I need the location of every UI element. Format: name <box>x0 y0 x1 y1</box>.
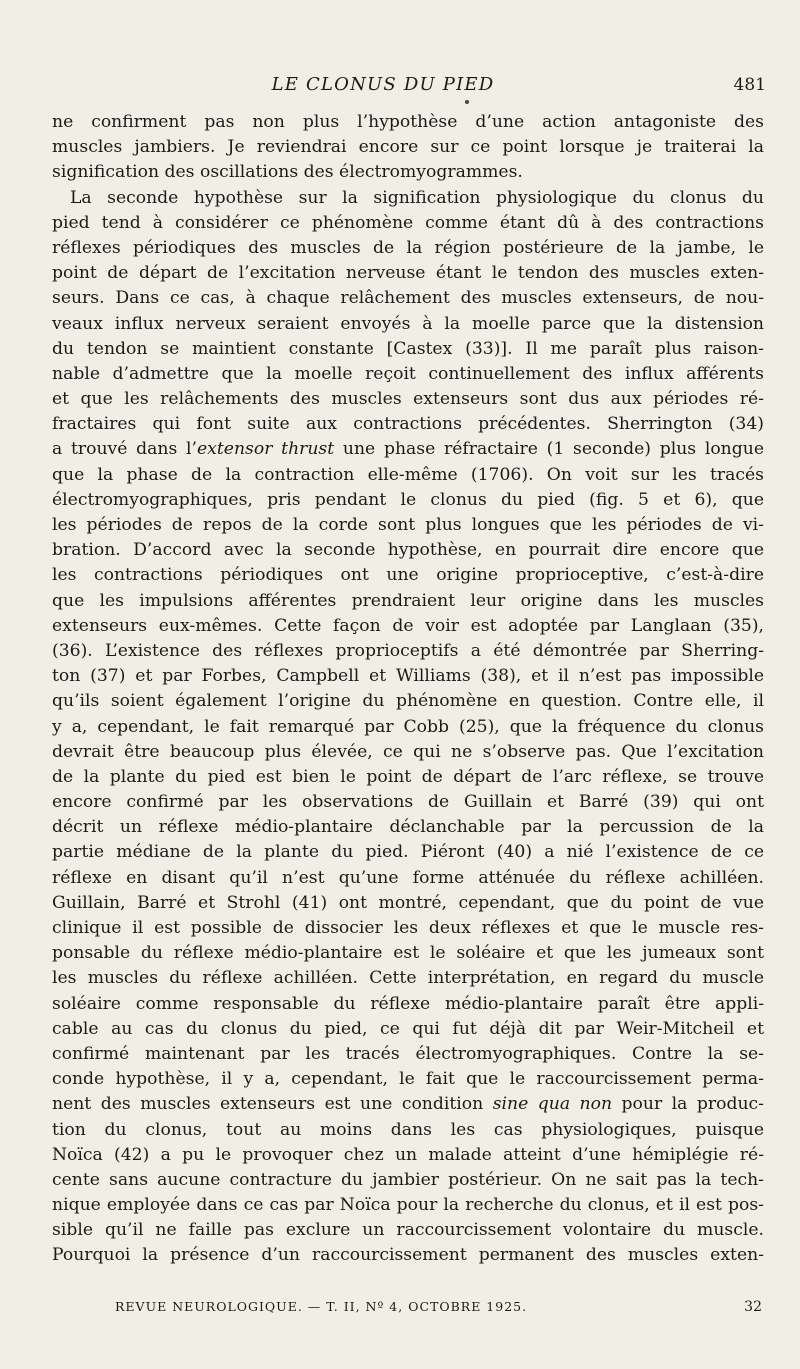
text-line: confirmé maintenant par les tracés électromyographiques. Contre la se- <box>52 1043 764 1064</box>
text-line: conde hypothèse, il y a, cependant, le fait que le raccourcissement perma- <box>52 1069 764 1090</box>
text-line: soléaire comme responsable du réflexe médio-plantaire paraît être appli- <box>52 993 764 1014</box>
page-number: 481 <box>733 75 766 95</box>
text-line <box>52 437 764 462</box>
text-line: tion du clonus, tout au moins dans les cas physiologiques, puisque <box>52 1119 764 1140</box>
running-title: LE CLONUS DU PIED <box>271 74 495 95</box>
text-line: de la plante du pied est bien le point de départ de l’arc réflexe, se trouve <box>52 766 764 787</box>
text-line: La seconde hypothèse sur la signification physiologique du clonus du <box>70 187 764 208</box>
text-line: les contractions périodiques ont une origine proprioceptive, c’est-à-dire <box>52 565 764 586</box>
text-line: électromyographiques, pris pendant le clonus du pied (fig. 5 et 6), que <box>52 489 764 510</box>
text-segment: nent des muscles extenseurs est une condition <box>52 1094 493 1115</box>
text-line: les périodes de repos de la corde sont plus longues que les périodes de vi- <box>52 515 764 535</box>
text-line: fractaires qui font suite aux contractions précédentes. Sherrington (34) <box>52 414 764 435</box>
text-line: bration. D’accord avec la seconde hypothèse, en pourrait dire encore que <box>52 540 764 561</box>
text-line: ponsable du réflexe médio-plantaire est le soléaire et que les jumeaux sont <box>52 943 764 964</box>
text-line: point de départ de l’excitation nerveuse étant le tendon des muscles exten- <box>52 263 764 284</box>
text-line: du tendon se maintient constante [Castex (33)]. Il me paraît plus raison- <box>52 338 764 359</box>
text-line: les muscles du réflexe achilléen. Cette interprétation, en regard du muscle <box>52 968 764 989</box>
text-line: Pourquoi la présence d’un raccourcissement permanent des muscles exten- <box>52 1245 764 1266</box>
ink-dot <box>465 100 469 104</box>
text-line: (36). L’existence des réflexes proprioceptifs a été démontrée par Sherring- <box>52 640 764 661</box>
text-line: Guillain, Barré et Strohl (41) ont montré, cependant, que du point de vue <box>52 892 764 913</box>
text-line: partie médiane de la plante du pied. Piéront (40) a nié l’existence de ce <box>52 842 764 863</box>
text-segment: a trouvé dans l’ <box>52 439 198 460</box>
text-line: ne confirment pas non plus l’hypothèse d’une action antagoniste des <box>52 112 764 132</box>
text-line: que la phase de la contraction elle-même (1706). On voit sur les tracés <box>52 464 764 485</box>
text-line: cable au cas du clonus du pied, ce qui fut déjà dit par Weir-Mitcheil et <box>52 1018 764 1039</box>
text-line: réflexes périodiques des muscles de la région postérieure de la jambe, le <box>52 237 764 258</box>
text-line: réflexe en disant qu’il n’est qu’une forme atténuée du réflexe achilléen. <box>52 867 764 888</box>
text-line: ton (37) et par Forbes, Campbell et Williams (38), et il n’est pas impossible <box>52 666 764 687</box>
journal-footer: REVUE NEUROLOGIQUE. — T. II, Nº 4, OCTOBRE 1925. <box>115 1299 528 1314</box>
text-line: extenseurs eux-mêmes. Cette façon de voir est adoptée par Langlaan (35), <box>52 615 764 636</box>
text-line: et que les relâchements des muscles extenseurs sont dus aux périodes ré- <box>52 389 764 410</box>
text-line: pied tend à considérer ce phénomène comme étant dû à des contractions <box>52 212 764 233</box>
body-text <box>52 110 764 1269</box>
text-line: signification des oscillations des électromyogrammes. <box>52 162 523 183</box>
text-line: devrait être beaucoup plus élevée, ce qui ne s’observe pas. Que l’excitation <box>52 741 764 762</box>
text-line: que les impulsions afférentes prendraient leur origine dans les muscles <box>52 590 764 611</box>
italic-term: sine qua non <box>492 1094 613 1115</box>
text-line: seurs. Dans ce cas, à chaque relâchement des muscles extenseurs, de nou- <box>52 288 764 309</box>
italic-term: extensor thrust <box>197 439 335 460</box>
text-line: nable d’admettre que la moelle reçoit continuellement des influx afférents <box>52 363 764 384</box>
text-line: sible qu’il ne faille pas exclure un raccourcissement volontaire du muscle. <box>52 1220 764 1241</box>
text-line: qu’ils soient également l’origine du phénomène en question. Contre elle, il <box>52 691 764 712</box>
text-line: y a, cependant, le fait remarqué par Cobb (25), que la fréquence du clonus <box>52 716 764 737</box>
text-line: encore confirmé par les observations de Guillain et Barré (39) qui ont <box>52 792 764 813</box>
signature-mark: 32 <box>744 1299 762 1315</box>
page-header <box>0 72 800 98</box>
text-segment: pour la produc- <box>612 1094 764 1115</box>
text-line: muscles jambiers. Je reviendrai encore sur ce point lorsque je traiterai la <box>52 137 764 158</box>
text-line: décrit un réflexe médio-plantaire déclanchable par la percussion de la <box>52 817 764 838</box>
text-segment: une phase réfractaire (1 seconde) plus longue <box>334 439 764 460</box>
text-line: cente sans aucune contracture du jambier postérieur. On ne sait pas la tech- <box>52 1169 764 1190</box>
text-line: clinique il est possible de dissocier les deux réflexes et que le muscle res- <box>52 918 764 938</box>
text-line: nique employée dans ce cas par Noïca pour la recherche du clonus, et il est pos- <box>52 1195 764 1216</box>
text-line <box>52 1092 764 1117</box>
text-line: veaux influx nerveux seraient envoyés à la moelle parce que la distension <box>52 313 764 334</box>
text-line: Noïca (42) a pu le provoquer chez un malade atteint d’une hémiplégie ré- <box>52 1144 764 1165</box>
